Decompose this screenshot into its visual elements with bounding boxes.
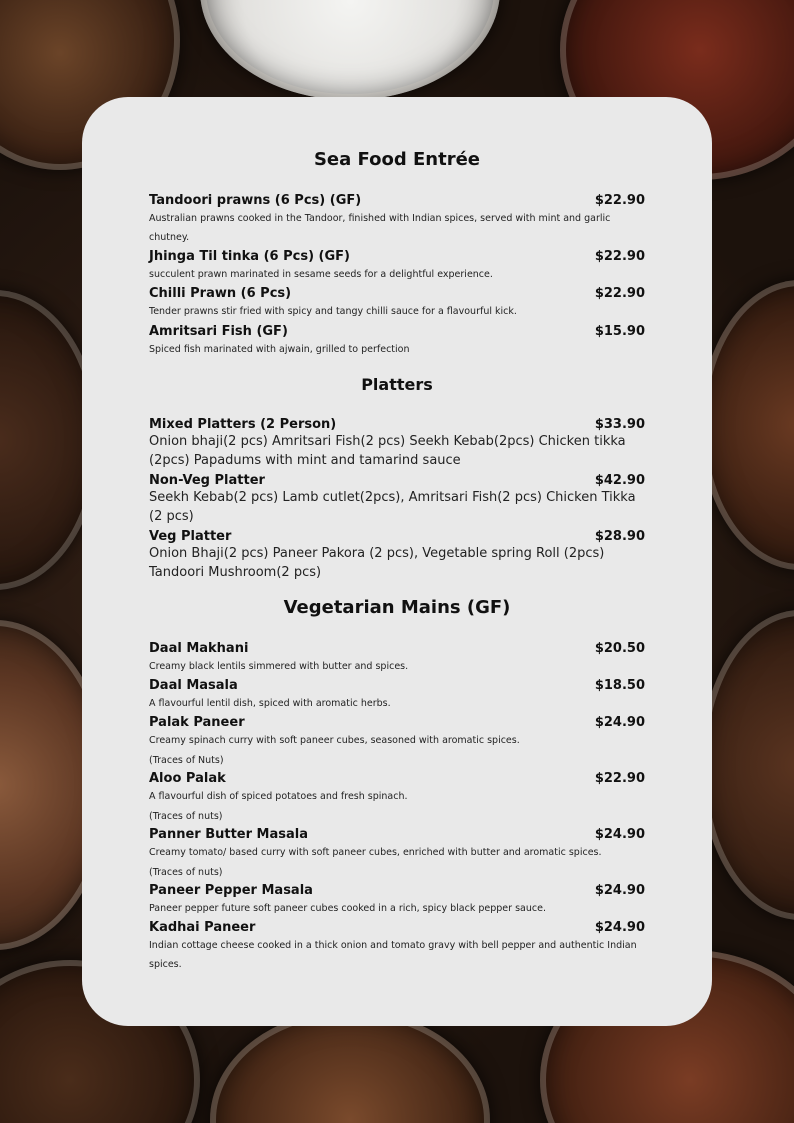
- item-name: Amritsari Fish (GF): [149, 324, 288, 339]
- menu-item: [149, 715, 645, 770]
- item-note: (Traces of nuts): [149, 811, 223, 822]
- menu-item: [149, 678, 645, 713]
- item-description: Onion bhaji(2 pcs) Amritsari Fish(2 pcs) Seekh Kebab(2pcs) Chicken tikka (2pcs) Papadums with mint and tamarind sauce: [149, 434, 626, 468]
- item-description: Indian cottage cheese cooked in a thick onion and tomato gravy with bell pepper and authentic Indian spices.: [149, 940, 637, 970]
- menu-item: [149, 920, 645, 974]
- item-price: $18.50: [594, 678, 645, 693]
- item-name: Panner Butter Masala: [149, 827, 309, 842]
- menu-item: [149, 827, 645, 882]
- item-price: $22.90: [594, 249, 645, 264]
- menu-item: [149, 249, 645, 284]
- menu-item: [149, 193, 645, 247]
- item-note: (Traces of Nuts): [149, 755, 224, 766]
- item-description: Creamy spinach curry with soft paneer cubes, seasoned with aromatic spices.: [149, 735, 520, 746]
- item-description: Creamy tomato/ based curry with soft paneer cubes, enriched with butter and aromatic spices.: [149, 847, 602, 858]
- cinnamon-bowl-image: [210, 1010, 490, 1123]
- item-name: Palak Paneer: [149, 715, 245, 730]
- star-anise-bowl-image: [700, 610, 794, 920]
- item-name: Jhinga Til tinka (6 Pcs) (GF): [149, 249, 350, 264]
- item-description: succulent prawn marinated in sesame seeds for a delightful experience.: [149, 269, 493, 280]
- item-name: Kadhai Paneer: [149, 920, 256, 935]
- item-price: $15.90: [594, 324, 645, 339]
- item-description: Creamy black lentils simmered with butter and spices.: [149, 661, 409, 672]
- item-name: Mixed Platters (2 Person): [149, 417, 337, 432]
- section-title-vegetarian-mains: Vegetarian Mains (GF): [283, 597, 511, 618]
- menu-card: [82, 97, 712, 1026]
- salt-bowl-image: [200, 0, 500, 100]
- section-title-platters: Platters: [361, 375, 433, 394]
- spice-bowl-image: [700, 280, 794, 570]
- item-price: $20.50: [594, 641, 645, 656]
- menu-item: [149, 417, 645, 470]
- item-price: $33.90: [594, 417, 645, 432]
- item-price: $24.90: [594, 715, 645, 730]
- item-description: Onion Bhaji(2 pcs) Paneer Pakora (2 pcs), Vegetable spring Roll (2pcs) Tandoori Mushroom(2 pcs): [149, 546, 605, 580]
- menu-item: [149, 883, 645, 918]
- item-price: $24.90: [594, 883, 645, 898]
- item-price: $28.90: [594, 529, 645, 544]
- item-description: A flavourful lentil dish, spiced with aromatic herbs.: [149, 698, 391, 709]
- item-price: $24.90: [594, 920, 645, 935]
- item-description: Tender prawns stir fried with spicy and tangy chilli sauce for a flavourful kick.: [149, 306, 517, 317]
- item-price: $42.90: [594, 473, 645, 488]
- menu-item: [149, 641, 645, 676]
- item-price: $22.90: [594, 193, 645, 208]
- item-name: Non-Veg Platter: [149, 473, 265, 488]
- menu-item: [149, 286, 645, 321]
- item-description: Spiced fish marinated with ajwain, grilled to perfection: [149, 344, 410, 355]
- item-name: Veg Platter: [149, 529, 232, 544]
- item-price: $24.90: [594, 827, 645, 842]
- item-name: Tandoori prawns (6 Pcs) (GF): [149, 193, 362, 208]
- item-name: Aloo Palak: [149, 771, 226, 786]
- menu-item: [149, 473, 645, 526]
- item-name: Daal Makhani: [149, 641, 249, 656]
- item-name: Paneer Pepper Masala: [149, 883, 313, 898]
- menu-item: [149, 529, 645, 582]
- item-price: $22.90: [594, 771, 645, 786]
- menu-item: [149, 324, 645, 359]
- item-price: $22.90: [594, 286, 645, 301]
- item-name: Chilli Prawn (6 Pcs): [149, 286, 292, 301]
- menu-item: [149, 771, 645, 826]
- section-title-seafood: Sea Food Entrée: [313, 149, 481, 170]
- item-description: Australian prawns cooked in the Tandoor, finished with Indian spices, served with mint and garlic chutney.: [149, 213, 611, 243]
- item-description: Paneer pepper future soft paneer cubes cooked in a rich, spicy black pepper sauce.: [149, 903, 546, 914]
- item-description: A flavourful dish of spiced potatoes and fresh spinach.: [149, 791, 408, 802]
- item-note: (Traces of nuts): [149, 867, 223, 878]
- item-name: Daal Masala: [149, 678, 238, 693]
- item-description: Seekh Kebab(2 pcs) Lamb cutlet(2pcs), Amritsari Fish(2 pcs) Chicken Tikka (2 pcs): [149, 490, 636, 524]
